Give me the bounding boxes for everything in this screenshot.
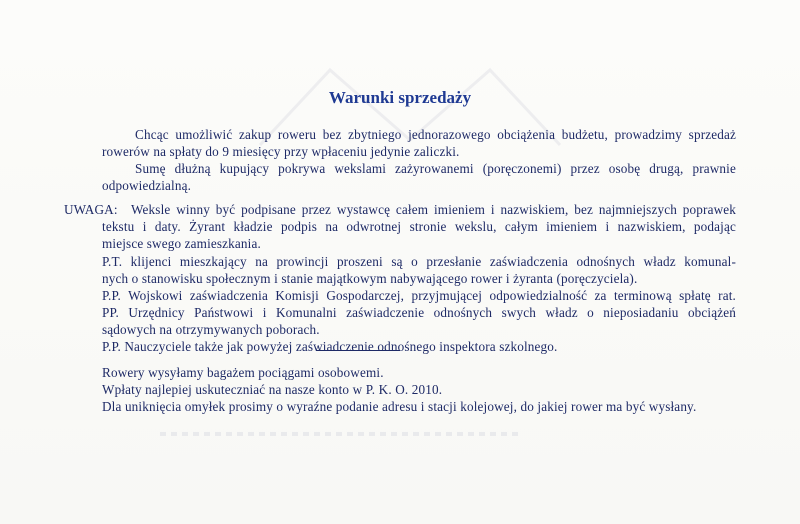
uwaga-line: tekstu i daty. Żyrant kładzie podpis na odwrotnej stronie wekslu, całym imieniem i nazwiskiem, podając <box>102 219 736 234</box>
uwaga-line: Weksle winny być podpisane przez wystawcę całem imieniem i nazwiskiem, bez najmniejszych poprawek <box>131 202 736 217</box>
uwaga-line: P.P. Wojskowi zaświadczenia Komisji Gospodarczej, przyjmującej odpowiedzialność za terminową spłatę rat. <box>102 288 736 303</box>
uwaga-line: sądowych na otrzymywanych poborach. <box>102 322 320 337</box>
uwaga-label: UWAGA: <box>64 202 118 217</box>
footer-line: Dla uniknięcia omyłek prosimy o wyraźne podanie adresu i stacji kolejowej, do jakiej rower ma być wysłany. <box>102 399 697 414</box>
intro-line: Chcąc umożliwić zakup roweru bez zbytniego jednorazowego obciążenia budżetu, prowadzimy sprzedaż <box>135 127 736 142</box>
footer-line: Wpłaty najlepiej uskuteczniać na nasze konto w P. K. O. 2010. <box>102 382 443 397</box>
faded-print-line <box>160 432 520 436</box>
intro-line: odpowiedzialną. <box>102 178 192 193</box>
uwaga-line: PP. Urzędnicy Państwowi i Komunalni zaświadczenie odnośnych swych władz o nieposiadaniu obciążeń <box>102 305 736 320</box>
intro-line: Sumę dłużną kupujący pokrywa wekslami zażyrowanemi (poręczonemi) przez osobę drugą, prawnie <box>135 161 736 176</box>
section-divider <box>316 350 400 351</box>
uwaga-line: P.T. klijenci mieszkający na prowincji proszeni są o przesłanie zaświadczenia odnośnych władz komunal- <box>102 254 736 269</box>
page-title: Warunki sprzedaży <box>328 88 472 107</box>
intro-line: rowerów na spłaty do 9 miesięcy przy wpłaceniu jedynie zaliczki. <box>102 144 460 159</box>
uwaga-line: nych o stanowisku społecznym i stanie majątkowym nabywającego rower i żyranta (poręczyciela). <box>102 271 638 286</box>
footer-line: Rowery wysyłamy bagażem pociągami osobowemi. <box>102 365 384 380</box>
uwaga-line: miejsce swego zamieszkania. <box>102 236 261 251</box>
uwaga-line: P.P. Nauczyciele także jak powyżej zaświadczenie odnośnego inspektora szkolnego. <box>102 339 558 354</box>
